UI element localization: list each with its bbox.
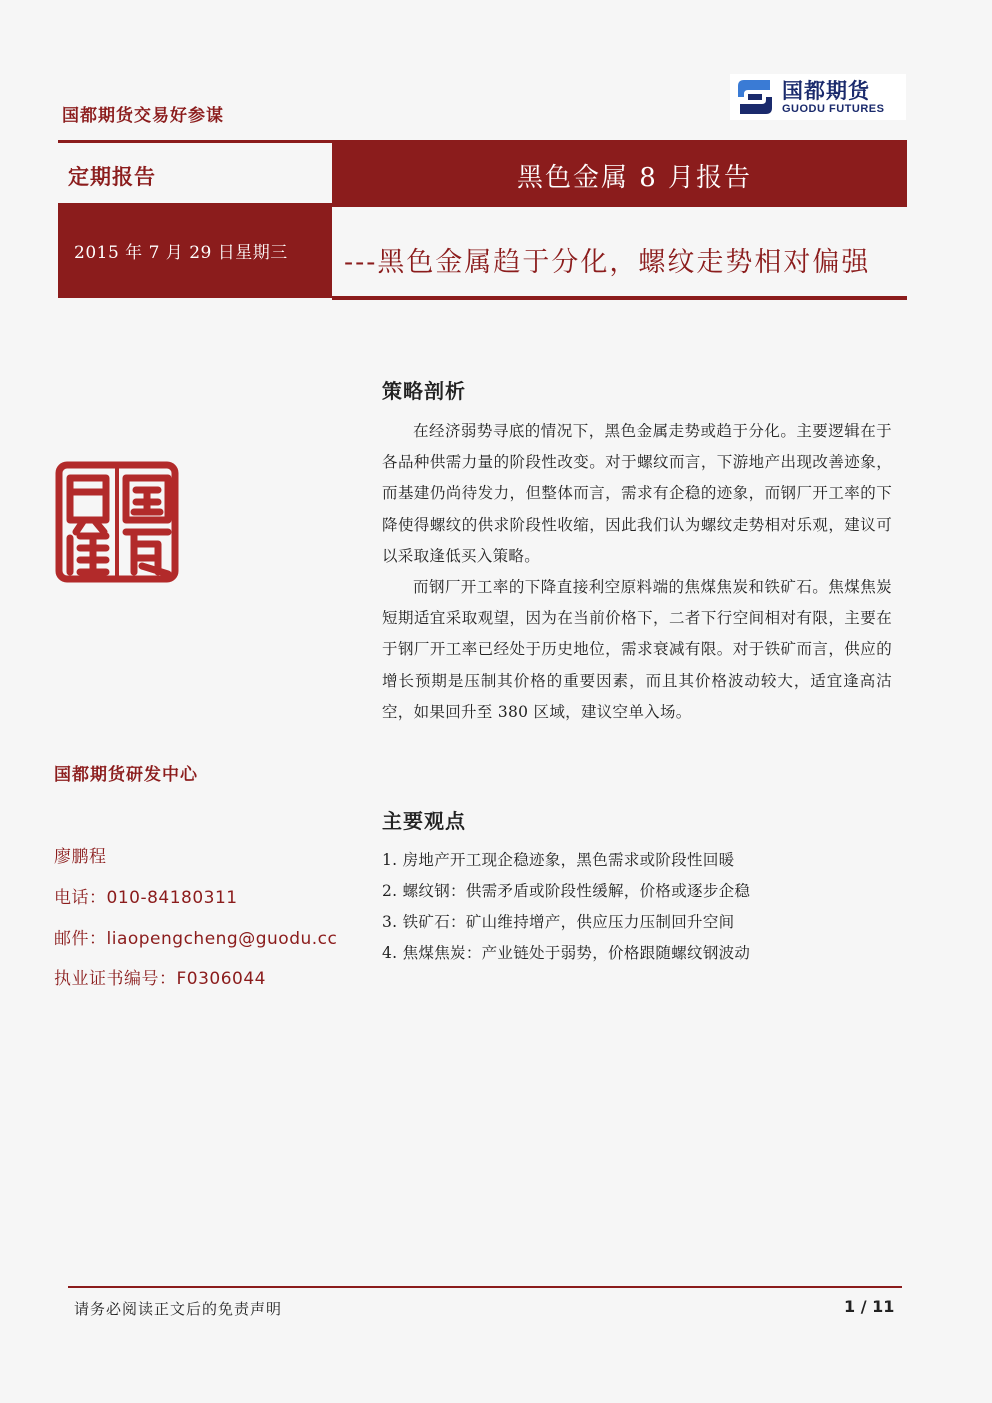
analyst-phone: [54, 883, 238, 908]
cert-label: 执业证书编号：: [54, 969, 177, 989]
logo-chinese-name: 国都期货: [782, 78, 870, 103]
email-label: 邮件：: [54, 929, 107, 949]
report-type: 定期报告: [68, 164, 156, 189]
list-item: 3. 铁矿石：矿山维持增产，供应压力压制回升空间: [382, 913, 735, 931]
analyst-email: [54, 924, 337, 949]
banner-bottom-rule: [332, 296, 907, 300]
tagline: 国都期货交易好参谋: [62, 106, 224, 126]
key-points-heading: 主要观点: [382, 809, 466, 833]
logo-english-name: GUODU FUTURES: [782, 102, 885, 115]
key-points-list: [382, 845, 902, 969]
footer-rule: [68, 1286, 902, 1288]
page-number: 1 / 11: [844, 1297, 895, 1316]
analyst-certificate: [54, 964, 266, 989]
title-banner: [332, 143, 907, 207]
research-center-name: 国都期货研发中心: [54, 765, 198, 785]
cert-value: F0306044: [176, 969, 266, 989]
report-subtitle: ---黑色金属趋于分化，螺纹走势相对偏强: [344, 247, 871, 278]
disclaimer-note: 请务必阅读正文后的免责声明: [74, 1300, 283, 1318]
list-item: 2. 螺纹钢：供需矛盾或阶段性缓解，价格或逐步企稳: [382, 882, 751, 900]
phone-label: 电话：: [54, 888, 107, 908]
company-logo: [730, 74, 906, 120]
analyst-name: 廖鹏程: [54, 847, 107, 867]
guodu-logo-icon: [734, 76, 776, 118]
strategy-heading: 策略剖析: [382, 379, 466, 403]
strategy-paragraph: 而钢厂开工率的下降直接利空原料端的焦煤焦炭和铁矿石。焦煤焦炭短期适宜采取观望，因为在当前价格下，二者下行空间相对有限，主要在于钢厂开工率已经处于历史地位，需求衰减有限。对于铁矿而言，供应的增长预期是压制其价格的重要因素，而且其价格波动较大，适宜逢高沽空，如果回升至 380 区域，建议空单入场。: [382, 578, 892, 721]
strategy-paragraph: 在经济弱势寻底的情况下，黑色金属走势或趋于分化。主要逻辑在于各品种供需力量的阶段性改变。对于螺纹而言，下游地产出现改善迹象，而基建仍尚待发力，但整体而言，需求有企稳的迹象，而钢厂开工率的下降使得螺纹的供求阶段性收缩，因此我们认为螺纹走势相对乐观，建议可以采取逢低买入策略。: [382, 422, 892, 565]
report-date: 2015 年 7 月 29 日星期三: [74, 243, 288, 263]
list-item: 4. 焦煤焦炭：产业链处于弱势，价格跟随螺纹钢波动: [382, 944, 751, 962]
email-value[interactable]: liaopengcheng@guodu.cc: [106, 929, 338, 949]
seal-stamp-icon: [54, 460, 180, 584]
report-title: 黑色金属 8 月报告: [516, 162, 753, 193]
list-item: 1. 房地产开工现企稳迹象，黑色需求或阶段性回暖: [382, 851, 735, 869]
phone-value: 010-84180311: [106, 888, 238, 908]
